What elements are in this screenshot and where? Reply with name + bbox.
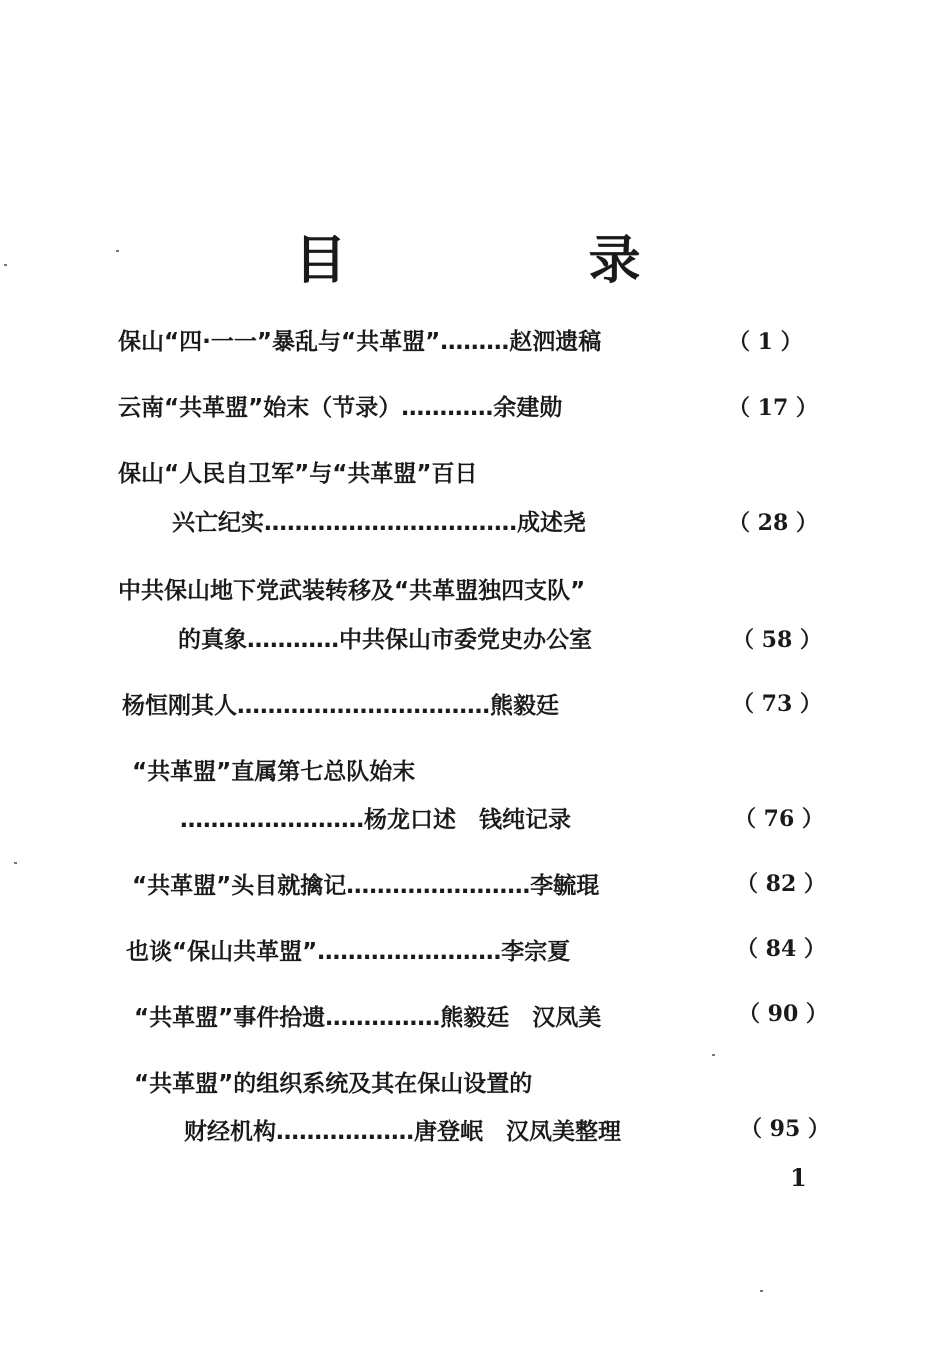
- toc-entry-6-title-cont: ……………………杨龙口述 钱纯记录: [180, 807, 571, 833]
- toc-entry-10-page: （ 95 ）: [740, 1116, 830, 1142]
- toc-entry-3-title-cont: 兴亡纪实……………………………成述尧: [172, 510, 586, 536]
- toc-entry-3-page: （ 28 ）: [728, 510, 818, 536]
- scan-speck: [14, 862, 17, 864]
- toc-entry-5-title: 杨恒刚其人……………………………熊毅廷: [122, 693, 559, 719]
- toc-entry-4-title-cont: 的真象…………中共保山市委党史办公室: [178, 627, 592, 653]
- toc-entry-4-page: （ 58 ）: [732, 627, 822, 653]
- toc-entry-9-page: （ 90 ）: [738, 1001, 828, 1027]
- toc-entry-7-title: “共革盟”头目就擒记……………………李毓琨: [132, 873, 600, 899]
- toc-entry-7-page: （ 82 ）: [736, 871, 826, 897]
- toc-entry-2-title: 云南“共革盟”始末（节录）…………余建勋: [118, 395, 563, 421]
- toc-entry-8-page: （ 84 ）: [736, 936, 826, 962]
- toc-entry-10-title: “共革盟”的组织系统及其在保山设置的: [134, 1071, 533, 1097]
- scan-speck: [712, 1054, 715, 1056]
- toc-entry-3-title: 保山“人民自卫军”与“共革盟”百日: [118, 461, 478, 487]
- scan-speck: [4, 264, 7, 266]
- toc-entry-9-title: “共革盟”事件拾遗……………熊毅廷 汉凤美: [134, 1005, 602, 1031]
- scan-speck: [116, 250, 119, 252]
- toc-entry-6-title: “共革盟”直属第七总队始末: [132, 759, 416, 785]
- toc-entry-1-page: （ 1 ）: [728, 329, 803, 355]
- page-title: 目 录: [294, 231, 736, 291]
- toc-entry-8-title: 也谈“保山共革盟”……………………李宗夏: [126, 939, 571, 965]
- toc-entry-10-title-cont: 财经机构………………唐登岷 汉凤美整理: [184, 1119, 621, 1145]
- toc-entry-2-page: （ 17 ）: [728, 395, 818, 421]
- toc-entry-1-title: 保山“四·一一”暴乱与“共革盟”………赵泗遗稿: [118, 329, 602, 355]
- toc-entry-5-page: （ 73 ）: [732, 691, 822, 717]
- page-number: 1: [790, 1163, 807, 1192]
- toc-entry-6-page: （ 76 ）: [734, 806, 824, 832]
- scan-speck: [760, 1290, 763, 1292]
- toc-entry-4-title: 中共保山地下党武装转移及“共革盟独四支队”: [118, 578, 586, 604]
